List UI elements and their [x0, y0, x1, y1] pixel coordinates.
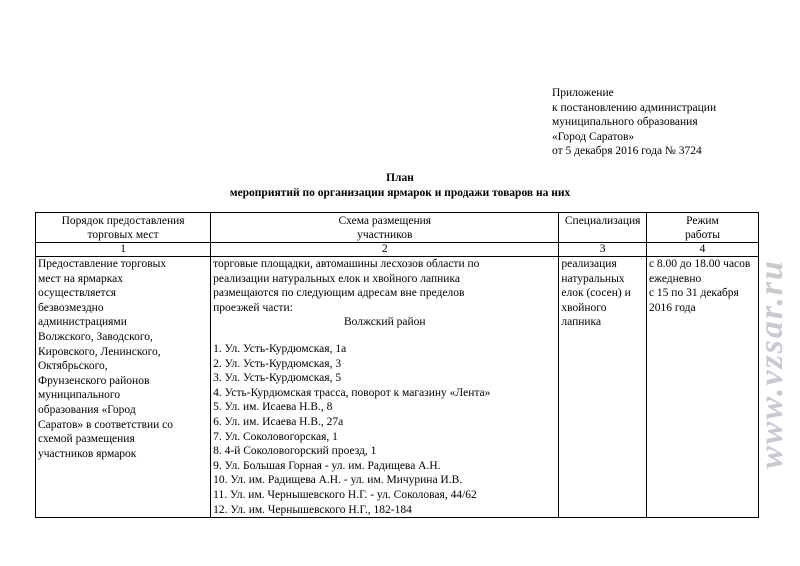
header-cell-order — [36, 213, 211, 243]
cell-line: безвозмездно — [38, 301, 104, 314]
cell-line: натуральных — [561, 272, 625, 285]
cell-line: Фрунзенского районов — [38, 374, 150, 387]
district-heading: Волжский район — [343, 316, 426, 329]
address-item: 11. Ул. им. Чернышевского Н.Г. - ул. Соколовая, 44/62 — [213, 488, 477, 501]
appendix-line: Приложение — [552, 87, 614, 99]
cell-line: схемой размещения — [38, 433, 135, 446]
plan-title: План — [386, 172, 414, 184]
appendix-block — [552, 86, 792, 159]
table-row — [36, 257, 759, 518]
cell-line: реализация — [561, 258, 617, 270]
appendix-line: от 5 декабря 2016 года № 3724 — [552, 145, 702, 158]
appendix-line: муниципального образования — [552, 116, 698, 129]
address-item: 7. Ул. Соколовогорская, 1 — [213, 430, 338, 443]
appendix-line: «Город Саратов» — [552, 130, 635, 143]
cell-line: Кировского, Ленинского, — [38, 345, 161, 358]
watermark — [742, 170, 798, 560]
column-number: 4 — [646, 243, 758, 257]
column-number: 1 — [36, 243, 211, 257]
address-item: 4. Усть-Курдюмская трасса, поворот к магазину «Лента» — [213, 386, 491, 399]
address-item: 3. Ул. Усть-Курдюмская, 5 — [213, 372, 342, 385]
cell-line: администрациями — [38, 316, 127, 329]
address-item: 12. Ул. им. Чернышевского Н.Г., 182-184 — [213, 503, 412, 516]
address-item: 2. Ул. Усть-Курдюмская, 3 — [213, 357, 342, 370]
header-line: Порядок предоставления — [61, 215, 185, 227]
cell-line: Предоставление торговых — [38, 258, 167, 270]
header-line: торговых мест — [87, 229, 159, 241]
table-number-row — [36, 243, 759, 257]
header-cell-specialization — [559, 213, 647, 243]
cell-line: торговые площадки, автомашины лесхозов области по — [213, 258, 480, 270]
address-item: 10. Ул. им. Радищева А.Н. - ул. им. Мичурина И.В. — [213, 474, 463, 487]
cell-line: ежедневно — [648, 272, 702, 285]
cell-line: образования «Город — [38, 403, 136, 416]
cell-line: хвойного — [561, 301, 607, 314]
cell-line: мест на ярмарках — [38, 272, 123, 285]
cell-line: 2016 года — [648, 301, 696, 314]
cell-line: Октябрьского, — [38, 360, 108, 373]
header-line: Специализация — [564, 215, 641, 227]
cell-line: с 15 по 31 декабря — [648, 287, 739, 300]
plan-subtitle: мероприятий по организации ярмарок и продажи товаров на них — [229, 187, 571, 199]
specialization-cell — [559, 257, 647, 518]
table-header-row — [36, 213, 759, 243]
cell-line: лапника — [561, 316, 602, 329]
scheme-cell — [211, 257, 559, 518]
cell-line: реализации натуральных елок и хвойного лапника — [213, 272, 460, 285]
events-table — [35, 212, 759, 518]
header-line: Схема размещения — [338, 215, 432, 227]
order-cell — [36, 257, 211, 518]
spacer — [213, 330, 556, 342]
cell-line: Волжского, Заводского, — [38, 330, 153, 343]
cell-line: размещаются по следующим адресам вне пределов — [213, 287, 465, 300]
cell-line: проезжей части: — [213, 301, 293, 314]
address-item: 8. 4-й Соколовогорский проезд, 1 — [213, 445, 377, 458]
cell-line: осуществляется — [38, 287, 117, 300]
column-number: 2 — [211, 243, 559, 257]
appendix-line: к постановлению администрации — [552, 101, 717, 114]
cell-line: Саратов» в соответствии со — [38, 418, 174, 431]
header-cell-scheme — [211, 213, 559, 243]
cell-line: с 8.00 до 18.00 часов — [648, 258, 751, 270]
address-item: 5. Ул. им. Исаева Н.В., 8 — [213, 401, 333, 414]
address-item: 9. Ул. Большая Горная - ул. им. Радищева А.Н. — [213, 459, 441, 472]
header-line: Режим — [686, 215, 719, 227]
header-line: участников — [357, 229, 413, 241]
watermark-text: www.vzsar.ru — [753, 259, 790, 469]
address-item: 1. Ул. Усть-Курдюмская, 1а — [213, 342, 347, 355]
address-item: 6. Ул. им. Исаева Н.В., 27а — [213, 415, 344, 428]
cell-line: елок (сосен) и — [561, 287, 631, 300]
column-number: 3 — [559, 243, 647, 257]
cell-line: муниципального — [38, 389, 121, 402]
header-line: работы — [684, 229, 720, 241]
cell-line: участников ярмарок — [38, 447, 137, 460]
